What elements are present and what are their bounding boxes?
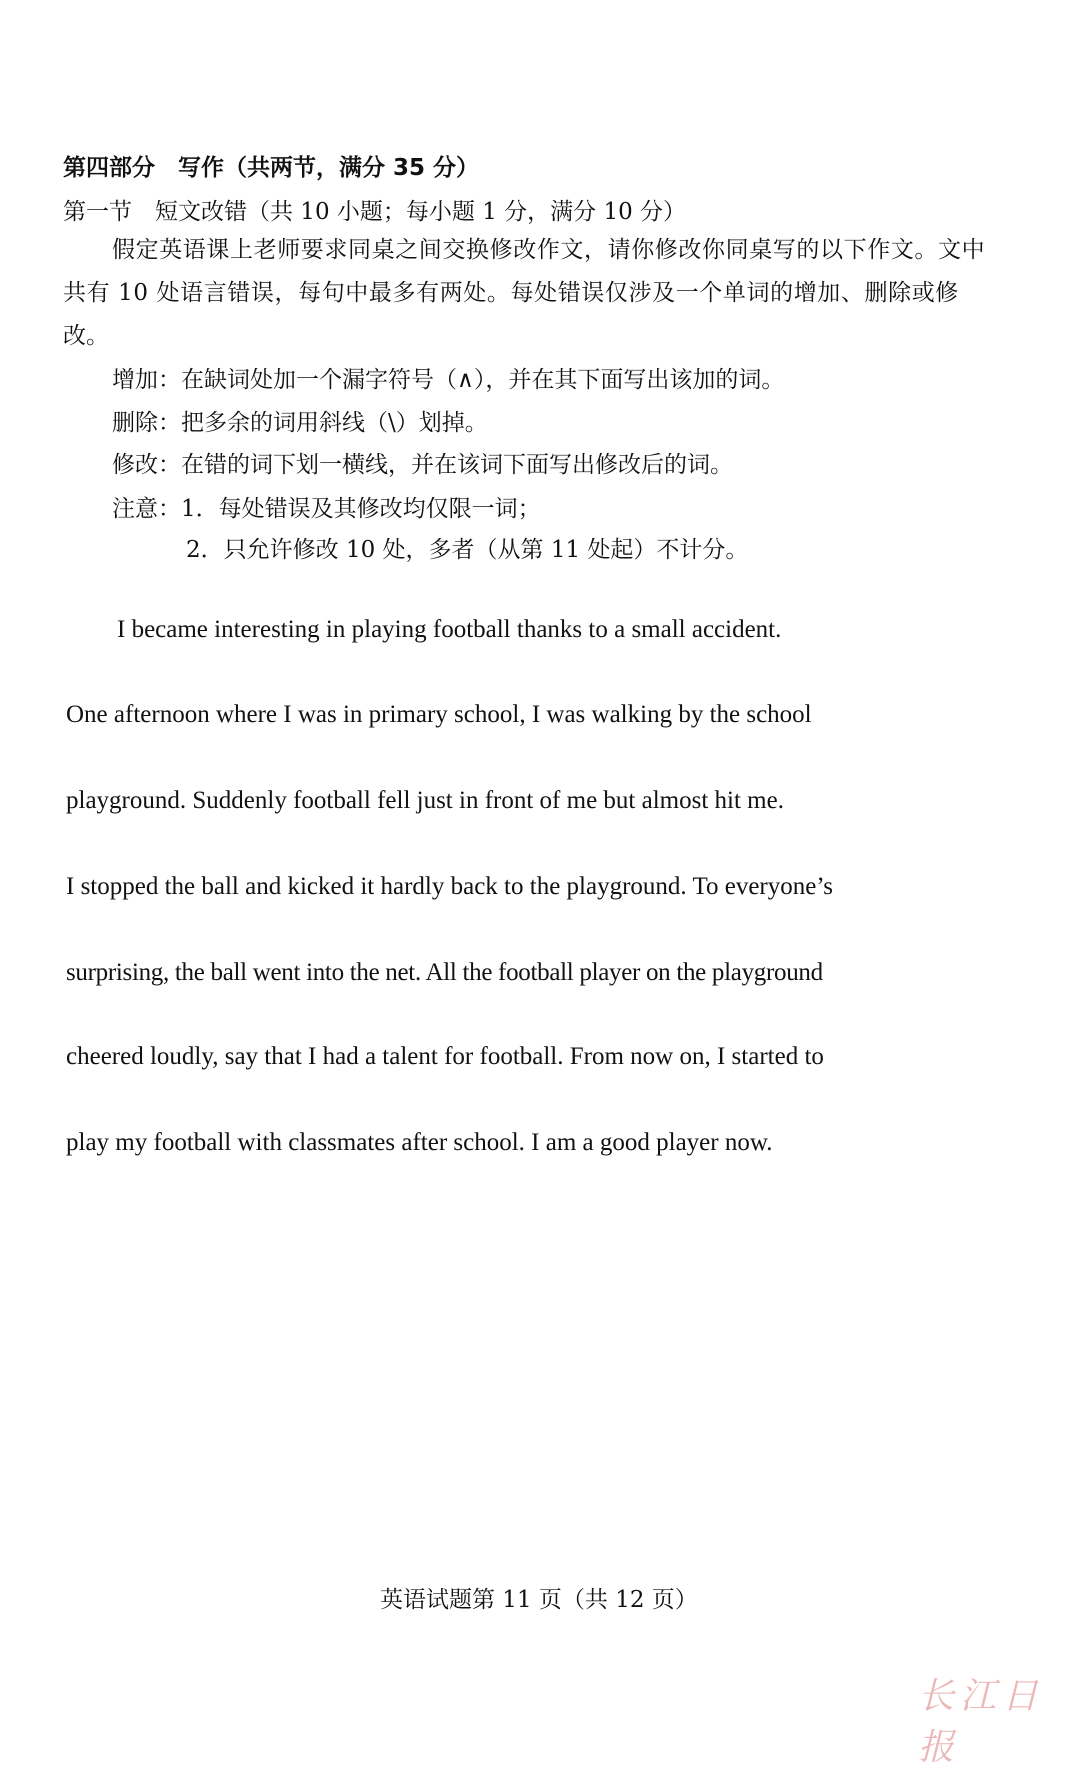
instruction-line: 共有 10 处语言错误，每句中最多有两处。每处错误仅涉及一个单词的增加、删除或修: [63, 280, 959, 306]
passage-line: playground. Suddenly football fell just in front of me but almost hit me.: [66, 787, 784, 814]
instruction-add: 增加：在缺词处加一个漏字符号（∧），并在其下面写出该加的词。: [112, 367, 785, 393]
passage-line: play my football with classmates after school. I am a good player now.: [66, 1129, 773, 1156]
passage-line: I stopped the ball and kicked it hardly back to the playground. To everyone’s: [66, 873, 834, 900]
watermark-logo: 长江日报: [918, 1676, 1045, 1768]
page-footer: 英语试题第 11 页（共 12 页）: [380, 1587, 698, 1613]
passage-line: cheered loudly, say that I had a talent for football. From now on, I started to: [66, 1043, 824, 1070]
instruction-modify: 修改：在错的词下划一横线，并在该词下面写出修改后的词。: [112, 452, 733, 478]
instruction-line: 改。: [63, 323, 109, 349]
instruction-line: 假定英语课上老师要求同桌之间交换修改作文，请你修改你同桌写的以下作文。文中: [112, 237, 986, 263]
passage-line: I became interesting in playing football thanks to a small accident.: [117, 616, 782, 643]
passage-line: surprising, the ball went into the net. All the football player on the playground: [66, 959, 823, 986]
section-subtitle: 第一节 短文改错（共 10 小题；每小题 1 分，满分 10 分）: [63, 199, 687, 225]
passage-line: One afternoon where I was in primary school, I was walking by the school: [66, 701, 812, 728]
instruction-note-2: 2．只允许修改 10 处，多者（从第 11 处起）不计分。: [186, 537, 749, 563]
instruction-note-1: 注意：1．每处错误及其修改均仅限一词；: [112, 496, 541, 522]
instruction-delete: 删除：把多余的词用斜线（\）划掉。: [112, 410, 488, 436]
section-title: 第四部分 写作（共两节，满分 35 分）: [63, 155, 480, 181]
